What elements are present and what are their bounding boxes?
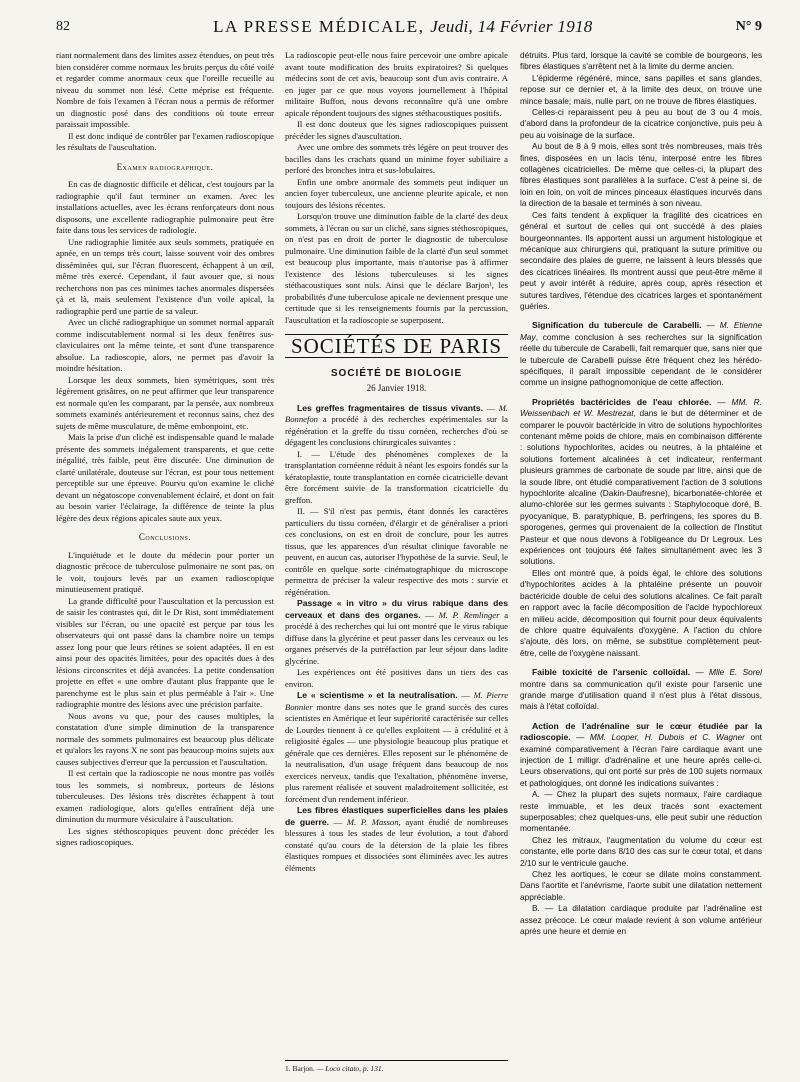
communication-author: M. P. Masson: [346, 816, 399, 827]
paragraph: Chez les aortiques, le cœur se dilate moins constamment. Dans l'aortite et l'anévrisme, l'aorte subit une dilatation nettement appréciable.: [520, 869, 762, 902]
societes-heading: SOCIÉTÉS DE PARIS: [290, 334, 503, 358]
journal-title: [213, 17, 592, 37]
paragraph: A. — Chez la plupart des sujets normaux, l'aire cardiaque reste immuable, et les deux tracés sont exactement superposables; chez quelques-uns, elle peut subir une réduction momentanée.: [520, 789, 762, 834]
paragraph: Ces faits tendent à expliquer la fragilité des cicatrices en général et surtout de celles qui ont succédé à des plaies bourgeonnantes. Ils apportent aussi un argument histologique et mécanique aux chirurgiens qui, pratiquant la suture primitive ou secondaire des plaies de guerre, ne laissent à leurs blessés que des cicatrices linéaires. Ils montrent aussi que peut-être même il peut y avoir intérêt à réduire, après coup, après résection et sutures tardives, l'étendue des cicatrices larges et spontanément guéries.: [520, 209, 762, 311]
communication-text: , ayant étudié de nombreuses blessures à tous les stades de leur évolution, a tout d'abord constaté qu'au cours de la détersion de la plaie les fibres élastiques rompues et dissociées sont éliminées avec les autres éléments: [285, 816, 508, 873]
communication: Les fibres élastiques superficielles dans les plaies de guerre. — M. P. Masson, ayant étudié de nombreuses blessures à tous les stades de leur évolution, a tout d'abord constaté qu'au cours de la détersion de la plaie les fibres élastiques rompues et dissociées sont éliminées avec les autres éléments: [285, 805, 508, 873]
paragraph: Les signes stéthoscopiques peuvent donc précéder les signes radioscopiques.: [56, 825, 274, 847]
issue-date: Jeudi, 14 Février 1918: [430, 17, 593, 36]
communication-author: Mlle E. Sorel: [709, 667, 762, 678]
communication-text: montre dans ses notes que le grand succès des cures scientistes en Amérique et leur supériorité caractérisée sur celles de Lourdes tiennent à ce qu'elles exploitent — à crédulité et à religiosité égales — une physiologie beaucoup plus pratique et générale que ces dernières. Elles reposent sur le phénomène de la neutralisation, d'un usage fréquent dans beaucoup de nos exercices nerveux, tandis que l'exaltation, phénomène inverse, plus rarement réalisée et souvent maladroitement sollicitée, est forcément d'un rendement inférieur.: [285, 701, 508, 804]
session-date: 26 Janvier 1918.: [366, 383, 427, 393]
paragraph: La grande difficulté pour l'auscultation et la percussion est de saisir les contrastes qui, dit le Dr Rist, sont immédiatement visibles sur l'écran, ou une opacité est perçue par tous les observateurs qui ont passé dans la chambre noire un temps assez long pour que leurs rétines se soient adaptées. Il en est ainsi pour des opacités limitées, pour des opacités dues à des lésions circonscrites et déjà avancées. La petite condensation projette en effet « une ombre d'autant plus frappante que le parenchyme est le plus sain et plus perméable à l'air ». Une radiographie montre des lésions avec une précision parfaite.: [56, 595, 274, 709]
column-1: [56, 50, 274, 1076]
paragraph: riant normalement dans des limites assez étendues, on peut très bien considérer comme normaux les bruits perçus du côté voilé et regarder comme anormaux ceux que l'oreille recueille au niveau du sommet non lésé. Cette méprise est fréquente. Nombre de fois l'examen à l'écran nous a permis de réformer un diagnostic posé dans des conditions où toute erreur paraissait impossible.: [56, 50, 274, 129]
journal-name: LA PRESSE MÉDICALE,: [213, 17, 425, 36]
paragraph: Celles-ci reparaissent peu à peu au bout de 3 ou 4 mois, d'abord dans la profondeur de la cicatrice conjonctive, puis peu à peu au voisinage de la surface.: [520, 107, 762, 140]
communication-text: a procédé à des recherches qui lui ont montré que le virus rabique diffuse dans la glycérine et peut passer dans les cerveaux ou les organes préservés de la putréfaction par leur séjour dans ladite glycérine.: [285, 609, 508, 666]
paragraph: La radioscopie peut-elle nous faire percevoir une ombre apicale avant toute modification des bruits expiratoires? Si quelques médecins sont de cet avis, beaucoup sont d'un avis contraire. A en juger par ce que nous voyons journellement à l'hôpital militaire Buffon, nous devons reconnaître qu'à une ombre apicale répondent toujours des signes stéthacoustiques positifs.: [285, 50, 508, 118]
communication-title: Les greffes fragmentaires de tissus vivants.: [297, 402, 484, 413]
paragraph: L'épiderme régénéré, mince, sans papilles et sans glandes, repose sur ce dernier et, à la limite des deux, on trouve une mince basale; mais, nulle part, on ne trouve de fibres élastiques.: [520, 72, 762, 106]
paragraph: Mais la prise d'un cliché est indispensable quand le malade présente des sommets inégalement transparents, et que cette inégalité, très faible, peut être discutée. Une diminution de clarté unilatérale, douteuse sur l'écran, est pour tous nettement perceptible sur une épreuve. Pourvu qu'on examine le cliché devant un négatoscope convenablement éclairé, et dont on fait au besoin varier l'éclairage, la différence de teinte la plus légère des deux régions apicales saute aux yeux.: [56, 432, 274, 523]
communication-text: a procédé à des recherches expérimentales sur la régénération et la greffe du tissu cornéen, recherches d'où se dégagent les conclusions chirurgicales suivantes :: [285, 414, 508, 447]
column-2: [285, 50, 508, 1076]
communication-text: montre dans sa communication qu'il existe pour l'arsenic une grande marge d'utilisation quand il n'est plus à l'état dissous, mais à l'état colloïdal.: [520, 678, 762, 712]
communication-author: M. P. Remlinger: [438, 609, 500, 620]
communication: Passage « in vitro » du virus rabique dans des cerveaux et dans des organes. — M. P. Remlinger a procédé à des recherches qui lui ont montré que le virus rabique diffuse dans la glycérine et peut passer dans les cerveaux ou les organes préservés de la putréfaction par leur séjour dans ladite glycérine.: [285, 598, 508, 666]
paragraph: Au bout de 8 à 9 mois, elles sont très nombreuses, mais très fines, disposées en un lacis ténu, interposé entre les fibres collagènes cicatricielles. De même que celles-ci, la plupart des fibres élastiques sont parallèles à la surface. C'est à peine si, de loin en loin, on voit de minces pinceaux élastiques incurvés dans la direction de la basale et terminés à son niveau.: [520, 141, 762, 209]
paragraph: Elles ont montré que, à poids égal, le chlore des solutions d'hypochlorites acides à la phtaléine présente un pouvoir bactéricide double de celui des solutions alcalines. Ce fait paraît en rapport avec la facile décomposition de l'acide hypochloreux en milieu acide, décomposition qui fournit pour deux équivalents de chlore quatre équivalents d'oxygène. A l'action du chlore s'ajoute, dès lors, on même, se substitue complètement peut-être, celle de l'oxygène naissant.: [520, 567, 762, 658]
society-heading: SOCIÉTÉ DE BIOLOGIE: [330, 367, 463, 379]
communication-title: Les fibres élastiques superficielles dans les plaies de guerre.: [285, 805, 508, 827]
issue-number: N° 9: [735, 19, 762, 34]
communication-title: Faible toxicité de l'arsenic colloïdal.: [532, 667, 691, 678]
communication-author: M. Bonnefon: [285, 402, 508, 424]
communication: Signification du tubercule de Carabelli. — M. Etienne May, comme conclusion à ses recherches sur la signification réelle du tubercule de Carabelli, fait remarquer que, sans nier que le tubercule de Carabelli puisse être fréquent chez les hérédo-spécifiques, il paraît impossible cependant de le considérer comme un insigne pathognomonique de cette affection.: [520, 320, 762, 388]
paragraph: Enfin une ombre anormale des sommets peut indiquer un ancien foyer tuberculeux, une ancienne pleurite apicale, et non toujours des lésions récentes.: [285, 176, 508, 210]
paragraph: Les expériences ont été positives dans un tiers des cas environ.: [285, 667, 508, 689]
column-3: [520, 50, 762, 1076]
section-heading: Examen radiographique.: [116, 161, 214, 172]
paragraph: Lorsqu'on trouve une diminution faible de la clarté des deux sommets, à l'écran ou sur un cliché, sans signes stéthoscopiques, on n'est pas en droit de porter le diagnostic de tuberculose pulmonaire. Une diminution faible de la clarté d'un seul sommet est beaucoup plus importante, mais n'autorise pas à affirmer l'existence des lésions tuberculeuses si les signes stéthacoustiques sont nuls. Ainsi que le déclare Barjon¹, les probabilités d'une tuberculose apicale ne deviennent presque une certitude que si les renseignements fournis par la percussion, l'auscultation et la radioscopie se superposent.: [285, 211, 508, 325]
communication-author: M. Etienne May: [520, 320, 762, 342]
paragraph: II. — S'il n'est pas permis, étant donnés les caractères particuliers du tissu cornéen, d'élargir et de généraliser a priori ces conclusions, on est en droit de conclure, pour les autres tissus, que les apparences d'un résultat clinique favorable ne peuvent, en aucun cas, autoriser l'hypothèse de la survie. Seul, le contrôle en quelque sorte cinématographique du microscope permettra de préciser la valeur respective des mots : survie et régénération.: [285, 506, 508, 597]
paragraph: L'inquiétude et le doute du médecin pour porter un diagnostic précoce de tuberculose pulmonaire ne sont pas, on le voit, toujours levés par un examen radioscopique minutieusement pratiqué.: [56, 549, 274, 594]
communication: Propriétés bactéricides de l'eau chlorée. — MM. R. Weissenbach et W. Mestrezat, dans le but de déterminer et de comparer le pouvoir bactéricide in vitro de solutions hypochlorites contenant même poids de chlore, mais en combinaison différente : solutions hypochlorites, acides ou neutres, à la phtaléine et solutions fortement alcalinées à cet indicateur, renfermant plusieurs grammes de carbonate de soude par litre, ainsi que de la soude libre, ont étudié comparativement l'action de 3 solutions hypochlorite alcaline (Dakin-Daufresne), bicarbonatée-chlorée et alumo-chlorée sur les germes suivants : Staphylocoque doré, B. pyocyanique, B. paratyphique, B. perfringens, les spores du B. sporogenes, germes qui provenaient de la collection de l'Institut Pasteur et que nous devons à l'obligeance du Dr Legroux. Les expériences ont toujours été faites simultanément avec les 3 solutions.: [520, 396, 762, 567]
footnote-text: — Loco citato, p. 131.: [314, 1064, 384, 1073]
communication-author: M. Pierre Bonnier: [285, 690, 508, 712]
communication-title: Le « scientisme » et la neutralisation.: [297, 690, 458, 700]
paragraph: Une radiographie limitée aux seuls sommets, pratiquée en apnée, en un temps très court, laisse souvent voir des ombres disséminées qui, sur l'écran fluorescent, échappent à un œil, même très exercé. Cependant, il faut avouer que, si nous recherchons non pas ces minimes taches anormales dispersées çà et là, mais seulement l'existence d'un voile apical, la radiographie perd une partie de sa valeur.: [56, 236, 274, 316]
paragraph: B. — La dilatation cardiaque produite par l'adrénaline est assez précoce. Le cœur malade revient à son volume antérieur après une heure et demie en: [520, 903, 762, 937]
communication-text: , comme conclusion à ses recherches sur la signification réelle du tubercule de Carabelli, fait remarquer que, sans nier que le tubercule de Carabelli puisse être fréquent chez les hérédo-spécifiques, il paraît impossible cependant de le considérer comme un insigne pathognomonique de cette affection.: [520, 331, 762, 388]
paragraph: Chez les mitraux, l'augmentation du volume du cœur est constante, elle porte dans 8/10 des cas sur le cœur total, et dans 2/10 sur le ventricule gauche.: [520, 834, 762, 868]
page-header: [56, 14, 762, 40]
paragraph: Avec une ombre des sommets très légère on peut trouver des bacilles dans les crachats quand un minime foyer subiliaire a perforé des bronches intra et sus-lobulaires.: [285, 142, 508, 175]
communication: Faible toxicité de l'arsenic colloïdal. — Mlle E. Sorel montre dans sa communication qu'il existe pour l'arsenic une grande marge d'utilisation quand il n'est plus à l'état dissous, mais à l'état colloïdal.: [520, 667, 762, 712]
paragraph: Il est donc indiqué de contrôler par l'examen radioscopique les résultats de l'auscultation.: [56, 130, 274, 152]
paragraph: Lorsque les deux sommets, bien symétriques, sont très légèrement grisâtres, on ne peut affirmer que leur transparence est normale qu'en les comparant, par la pensée, aux nombreux sommets examinés antérieurement et reconnus sains, chez des sujets de même musculature, de même embonpoint, etc.: [56, 374, 274, 431]
paragraph: Avec un cliché radiographique un sommet normal apparaît comme indiscutablement normal si les deux fenêtres sus-claviculaires ont la même teinte, et sont d'une transparence absolue. La radioscopie, alors, ne permet pas d'avoir la moindre hésitation.: [56, 317, 274, 373]
communication-title: Passage « in vitro » du virus rabique dans des cerveaux et dans des organes.: [285, 598, 508, 620]
paragraph: En cas de diagnostic difficile et délicat, c'est toujours par la radiographie qu'il faut terminer un examen. Avec les installations actuelles, avec les écrans renforçateurs dont nous disposons, une excellente radiographie pulmonaire peut être faite dans tous les services de radiologie.: [56, 179, 274, 235]
paragraph: Il est donc douteux que les signes radioscopiques puissent précéder les signes d'auscultation.: [285, 119, 508, 141]
paragraph: détruits. Plus tard, lorsque la cavité se comble de bourgeons, les fibres élastiques s'arrêtent net à la limite du derme ancien.: [520, 50, 762, 72]
section-heading: Conclusions.: [138, 532, 192, 542]
communication: Le « scientisme » et la neutralisation. — M. Pierre Bonnier montre dans ses notes que le grand succès des cures scientistes en Amérique et leur supériorité caractérisée sur celles de Lourdes tiennent à ce qu'elles exploitent — à crédulité et à religiosité égales — une physiologie beaucoup plus pratique et générale que ces dernières. Elles reposent sur le phénomène de la neutralisation, d'un usage fréquent dans beaucoup de nos exercices nerveux, tandis que l'exaltation, phénomène inverse, plus rarement réalisée et souvent maladroitement sollicitée, est forcément d'un rendement inférieur.: [285, 690, 508, 804]
communication: Les greffes fragmentaires de tissus vivants. — M. Bonnefon a procédé à des recherches expérimentales sur la régénération et la greffe du tissu cornéen, recherches d'où se dégagent les conclusions chirurgicales suivantes :: [285, 402, 508, 447]
page-number: 82: [56, 19, 70, 34]
communication-author: MM. Looper, H. Dubois et C. Wagner: [589, 732, 745, 743]
footnote: [285, 1060, 508, 1073]
communication-title: Action de l'adrénaline sur le cœur étudiée par la radioscopie.: [520, 720, 762, 743]
footnote-ref: 1. Barjon.: [285, 1064, 315, 1073]
communication: Action de l'adrénaline sur le cœur étudiée par la radioscopie. — MM. Looper, H. Dubois et C. Wagner ont examiné comparativement à l'écran l'aire cardiaque avant une injection de 1 milligr. d'adrénaline et une heure après celle-ci. Leurs observations, qui ont porté sur près de 100 sujets normaux et pathologiques, ont donné les indications suivantes :: [520, 720, 762, 788]
communication-title: Propriétés bactéricides de l'eau chlorée.: [532, 396, 712, 407]
communication-title: Signification du tubercule de Carabelli.: [532, 320, 702, 331]
paragraph: I. — L'étude des phénomènes complexes de la transplantation cornéenne réduit à néant les espoirs fondés sur la kératoplastie, toute transplantation en cornée cicatricielle devant être forcément suivie de la transformation cicatricielle du greffon.: [285, 448, 508, 505]
communication-text: ont examiné comparativement à l'écran l'aire cardiaque avant une injection de 1 milligr. d'adrénaline et une heure après celle-ci. Leurs observations, qui ont porté sur près de 100 sujets normaux et pathologiques, ont donné les indications suivantes :: [520, 732, 762, 788]
paragraph: Il est certain que la radioscopie ne nous montre pas voilés tous les sommets, si nombreux, porteurs de lésions tuberculeuses. Des lésions très discrètes échappent à tout examen radiologique, alors qu'elles entraînent déjà une diminution du murmure vésiculaire à l'auscultation.: [56, 768, 274, 824]
paragraph: Nous avons vu que, pour des causes multiples, la constatation d'une simple diminution de la transparence normale des sommets pulmonaires est beaucoup plus délicate et qu'alors les rayons X ne sont pas beaucoup moins sujets aux causes subjectives d'erreur que la percussion et l'auscultation.: [56, 710, 274, 767]
communication-author: MM. R. Weissenbach et W. Mestrezat: [520, 396, 762, 419]
communication-text: , dans le but de déterminer et de comparer le pouvoir bactéricide in vitro de solutions hypochlorites contenant même poids de chlore, mais en combinaison différente : solutions hypochlorites, acides ou neutres, à la phtaléine et solutions fortement alcalinées à cet indicateur, renfermant plusieurs grammes de carbonate de soude par litre, ainsi que de la soude libre, ont étudié comparativement l'action de 3 solutions hypochlorite alcaline (Dakin-Daufresne), bicarbonatée-chlorée et alumo-chlorée sur les germes suivants : Staphylocoque doré, B. pyocyanique, B. paratyphique, B. perfringens, les spores du B. sporogenes, germes qui provenaient de la collection de l'Institut Pasteur et que nous devons à l'obligeance du Dr Legroux. Les expériences ont toujours été faites simultanément avec les 3 solutions.: [520, 408, 762, 567]
